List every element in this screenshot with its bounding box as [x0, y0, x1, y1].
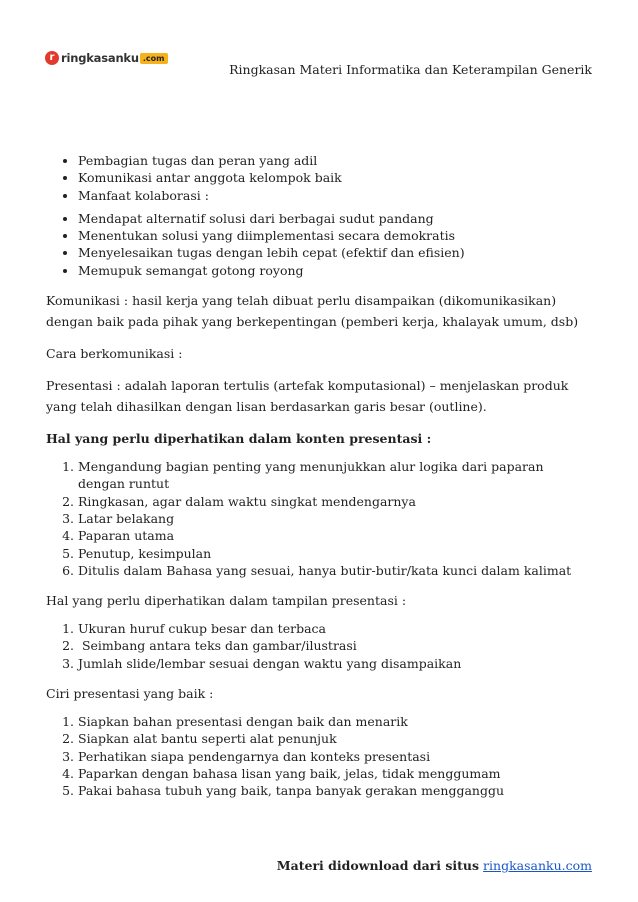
- footer-label: Materi didownload dari situs: [276, 858, 480, 873]
- list-item: 5. Penutup, kesimpulan: [78, 545, 594, 562]
- list-item: 2. Seimbang antara teks dan gambar/ilustrasi: [78, 637, 594, 654]
- list-item: • Mendapat alternatif solusi dari berbagai sudut pandang: [78, 210, 594, 227]
- logo-name: ringkasanku: [61, 50, 139, 65]
- list-item: • Memupuk semangat gotong royong: [78, 262, 594, 279]
- paragraph-presentasi: Presentasi : adalah laporan tertulis (artefak komputasional) – menjelaskan produk yang telah dihasilkan dengan lisan berdasarkan garis besar (outline).: [46, 378, 569, 415]
- paragraph-komunikasi: Komunikasi : hasil kerja yang telah dibuat perlu disampaikan (dikomunikasikan) dengan baik pada pihak yang berkepentingan (pemberi kerja, khalayak umum, dsb): [46, 293, 579, 330]
- footer-site-link[interactable]: ringkasanku.com: [483, 858, 592, 873]
- heading-konten-presentasi: Hal yang perlu diperhatikan dalam konten presentasi :: [46, 431, 432, 447]
- document-body: [46, 152, 594, 800]
- list-item: • Pembagian tugas dan peran yang adil: [78, 152, 594, 169]
- list-item: 2. Ringkasan, agar dalam waktu singkat mendengarnya: [78, 493, 594, 510]
- page-footer: [277, 857, 592, 874]
- list-item: 3. Perhatikan siapa pendengarnya dan konteks presentasi: [78, 748, 594, 765]
- paragraph-cara-berkomunikasi: Cara berkomunikasi :: [46, 346, 183, 362]
- numbered-list-ciri: [46, 713, 594, 799]
- list-item: 1. Siapkan bahan presentasi dengan baik dan menarik: [78, 713, 594, 730]
- list-item: • Komunikasi antar anggota kelompok baik: [78, 169, 594, 186]
- paragraph-ciri-presentasi: Ciri presentasi yang baik :: [46, 686, 214, 702]
- site-logo: [45, 50, 168, 66]
- list-item: 1. Mengandung bagian penting yang menunjukkan alur logika dari paparan dengan runtut: [78, 458, 594, 493]
- numbered-list-tampilan: [46, 620, 594, 672]
- logo-tld: .com: [140, 53, 168, 64]
- list-item: • Menentukan solusi yang diimplementasi secara demokratis: [78, 227, 594, 244]
- list-item: • Menyelesaikan tugas dengan lebih cepat (efektif dan efisien): [78, 244, 594, 261]
- paragraph-tampilan-presentasi: Hal yang perlu diperhatikan dalam tampilan presentasi :: [46, 593, 407, 609]
- logo-icon: r: [45, 51, 59, 65]
- list-item: 3. Jumlah slide/lembar sesuai dengan waktu yang disampaikan: [78, 655, 594, 672]
- list-item: 2. Siapkan alat bantu seperti alat penunjuk: [78, 730, 594, 747]
- list-item: 6. Ditulis dalam Bahasa yang sesuai, hanya butir-butir/kata kunci dalam kalimat: [78, 562, 594, 579]
- list-item: 4. Paparan utama: [78, 527, 594, 544]
- list-item: 5. Pakai bahasa tubuh yang baik, tanpa banyak gerakan mengganggu: [78, 782, 594, 799]
- numbered-list-konten: [46, 458, 594, 579]
- bullet-list-kolaborasi: [46, 210, 594, 279]
- page-header-title: Ringkasan Materi Informatika dan Keterampilan Generik: [229, 62, 592, 77]
- bullet-list-teamwork: [46, 152, 594, 204]
- list-item: • Manfaat kolaborasi :: [78, 187, 594, 204]
- list-item: 3. Latar belakang: [78, 510, 594, 527]
- list-item: 1. Ukuran huruf cukup besar dan terbaca: [78, 620, 594, 637]
- list-item: 4. Paparkan dengan bahasa lisan yang baik, jelas, tidak menggumam: [78, 765, 594, 782]
